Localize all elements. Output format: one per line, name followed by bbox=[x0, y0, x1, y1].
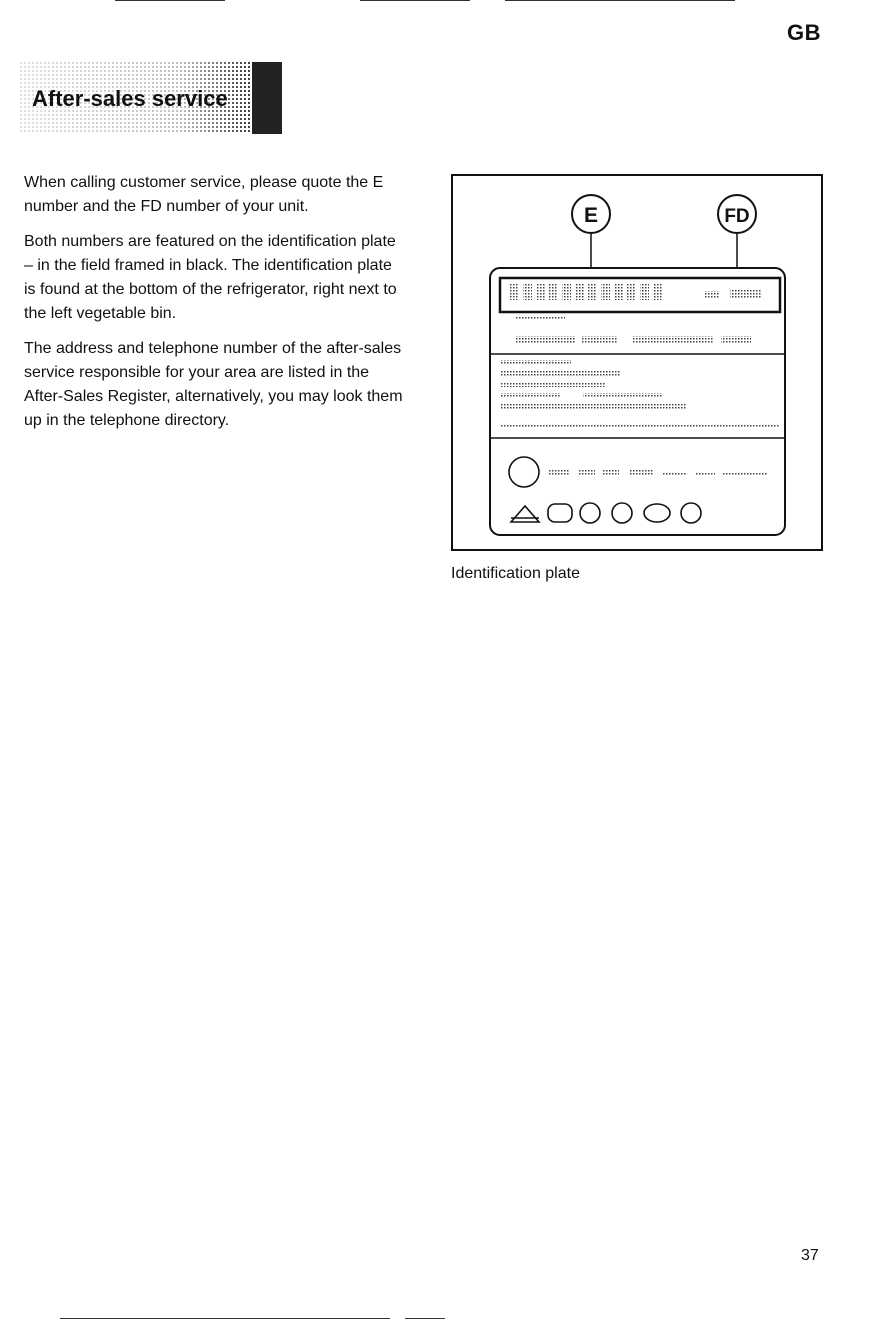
scan-edge-bottom bbox=[60, 1318, 390, 1319]
page-number: 37 bbox=[801, 1247, 819, 1264]
figure-caption: Identification plate bbox=[451, 565, 580, 582]
paragraph: Both numbers are featured on the identification plate – in the field framed in black. The identification plate is found at the bottom of the refrigerator, right next to the left vegetable bin. bbox=[24, 233, 397, 322]
body-text bbox=[24, 171, 404, 444]
fd-number-label: FD bbox=[724, 206, 750, 227]
paragraph: When calling customer service, please quote the E number and the FD number of your unit. bbox=[24, 174, 384, 215]
section-heading-block bbox=[20, 62, 282, 134]
scan-edge-bottom bbox=[405, 1318, 445, 1319]
scan-edge-top bbox=[360, 0, 470, 1]
certification-circle-icon bbox=[509, 457, 539, 487]
identification-plate-illustration bbox=[453, 176, 825, 553]
section-title: After-sales service bbox=[32, 86, 228, 111]
scan-edge-top bbox=[115, 0, 225, 1]
language-code: GB bbox=[787, 20, 821, 45]
e-number-label: E bbox=[583, 204, 599, 227]
fd-number-block bbox=[730, 290, 762, 299]
identification-plate-figure bbox=[451, 174, 823, 551]
paragraph: The address and telephone number of the after-sales service responsible for your area are listed in the After-Sales Register, alternatively, you may look them up in the telephone directory. bbox=[24, 340, 403, 429]
scan-edge-top bbox=[505, 0, 735, 1]
